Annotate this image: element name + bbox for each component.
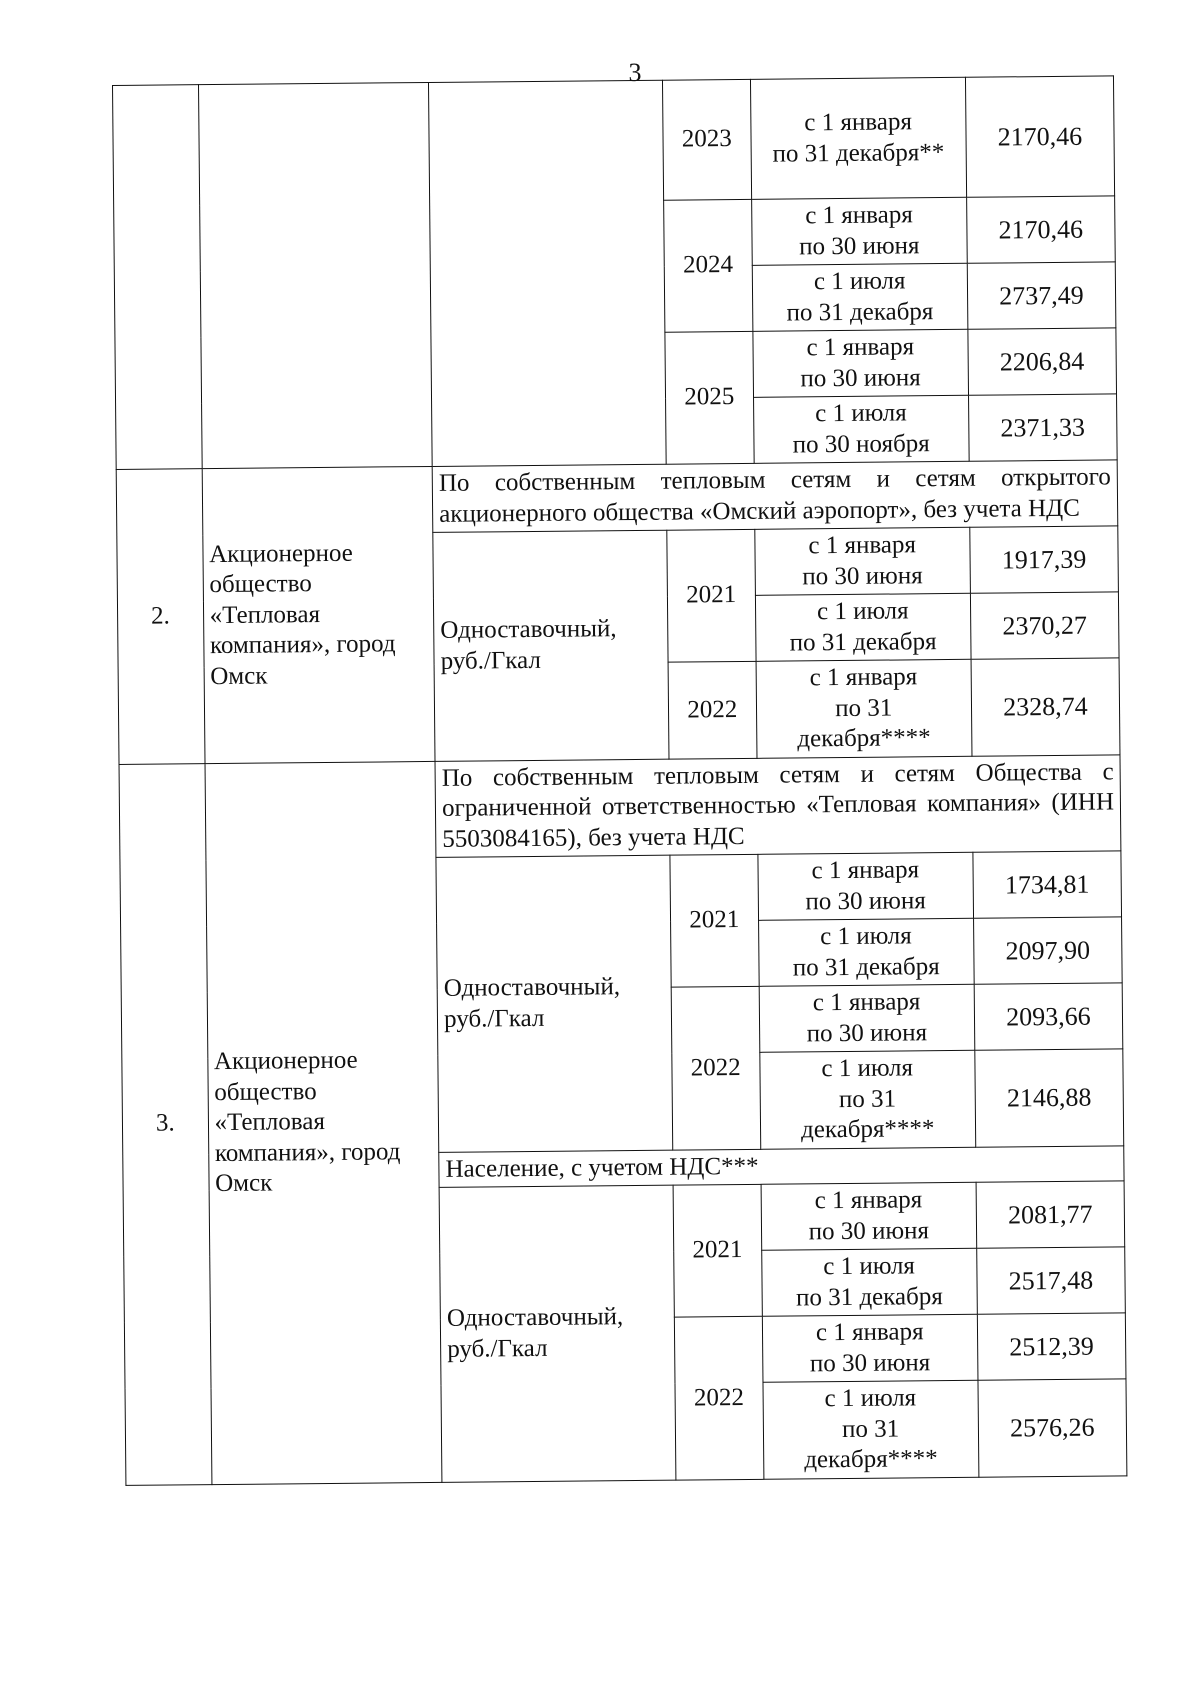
tariff-value: 2371,33	[968, 394, 1117, 461]
organization-name: Акционерное общество «Тепловая компания», город Омск	[205, 761, 442, 1484]
tariff-period: с 1 июля по 31 декабря****	[763, 1380, 979, 1479]
organization-name: Акционерное общество «Тепловая компания», город Омск	[202, 466, 435, 763]
network-note: По собственным тепловым сетям и сетям Общества с ограниченной ответственностью «Тепловая компания» (ИНН 5503084165), без учета НДС	[435, 754, 1121, 857]
tariff-value: 2097,90	[973, 917, 1122, 984]
tariff-period: с 1 июля по 31 декабря	[758, 918, 974, 986]
tariff-value: 2517,48	[977, 1247, 1126, 1314]
tariff-year: 2021	[670, 854, 759, 987]
tariff-year: 2023	[662, 79, 751, 200]
tariff-value: 1734,81	[973, 851, 1122, 918]
tariff-value: 2576,26	[978, 1379, 1127, 1477]
tariff-period: с 1 января по 30 июня	[761, 1182, 977, 1250]
row-number: 3.	[119, 763, 212, 1485]
tariff-year: 2024	[664, 199, 753, 332]
note-row	[119, 754, 1121, 860]
page-number: 3	[628, 58, 642, 87]
tariff-value: 2737,49	[967, 262, 1116, 329]
tariff-year: 2022	[671, 986, 760, 1149]
tariff-value: 2512,39	[977, 1313, 1126, 1380]
note-row	[116, 460, 1118, 536]
tariff-type: Одноставочный, руб./Гкал	[439, 1185, 676, 1482]
tariff-period: с 1 января по 30 июня	[759, 984, 975, 1052]
tariff-period: с 1 января по 30 июня	[751, 197, 967, 265]
tariff-period: с 1 января по 31 декабря****	[756, 659, 972, 758]
tariff-value: 1917,39	[970, 526, 1119, 593]
tariff-type: Одноставочный, руб./Гкал	[436, 855, 673, 1152]
tariff-year: 2022	[674, 1316, 763, 1479]
tariff-value: 2146,88	[975, 1049, 1124, 1147]
network-note: По собственным тепловым сетям и сетям открытого акционерного общества «Омский аэропорт», без учета НДС	[432, 460, 1118, 533]
tariff-period: с 1 января по 31 декабря**	[750, 77, 966, 199]
tariff-table-body	[113, 76, 1127, 1485]
tariff-period: с 1 января по 30 июня	[754, 527, 970, 595]
tariff-value: 2328,74	[971, 658, 1120, 756]
tariff-value: 2370,27	[970, 592, 1119, 659]
network-note: Население, с учетом НДС***	[439, 1145, 1124, 1187]
tariff-period: с 1 июля по 31 декабря****	[759, 1050, 975, 1149]
tariff-table	[112, 75, 1127, 1485]
tariff-value: 2093,66	[974, 983, 1123, 1050]
tariff-year: 2021	[673, 1184, 762, 1317]
tariff-value: 2206,84	[968, 328, 1117, 395]
tariff-value: 2170,46	[966, 196, 1115, 263]
tariff-type: Одноставочный, руб./Гкал	[433, 530, 669, 761]
tariff-year: 2022	[668, 661, 757, 758]
tariff-year: 2021	[667, 529, 756, 662]
tariff-value: 2170,46	[965, 76, 1114, 197]
tariff-year: 2025	[665, 331, 754, 464]
tariff-period: с 1 июля по 31 декабря	[761, 1248, 977, 1316]
organization-name	[198, 82, 432, 468]
tariff-row	[113, 76, 1115, 206]
tariff-type	[429, 80, 666, 466]
tariff-period: с 1 июля по 31 декабря	[752, 263, 968, 331]
tariff-period: с 1 января по 30 июня	[753, 329, 969, 397]
row-number: 2.	[116, 469, 204, 764]
tariff-value: 2081,77	[976, 1181, 1125, 1248]
tariff-period: с 1 января по 30 июня	[762, 1314, 978, 1382]
row-number	[113, 85, 202, 470]
tariff-period: с 1 июля по 31 декабря	[755, 593, 971, 661]
tariff-period: с 1 июля по 30 ноября	[753, 395, 969, 463]
tariff-period: с 1 января по 30 июня	[758, 852, 974, 920]
